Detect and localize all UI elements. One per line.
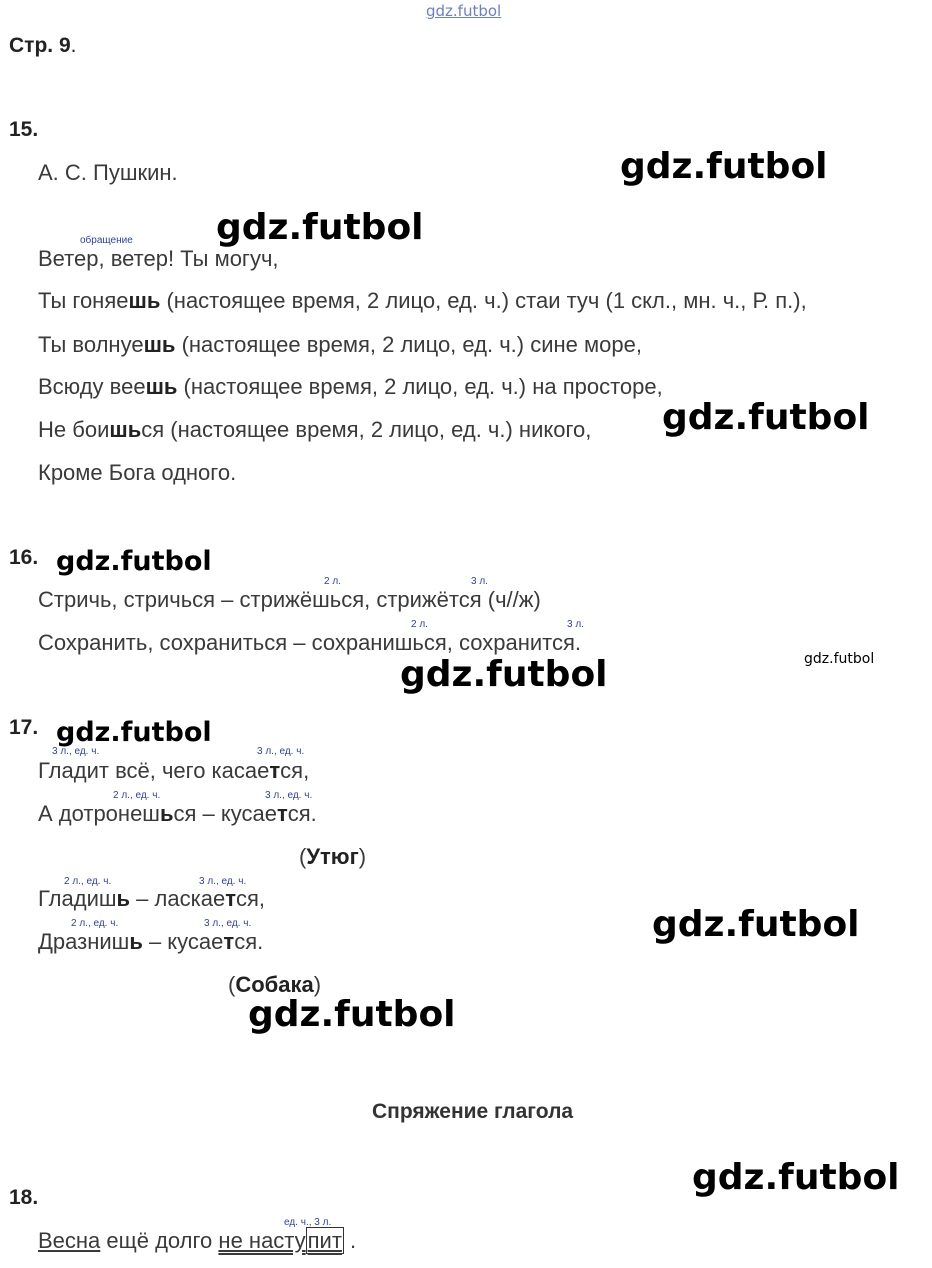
text: ) bbox=[313, 972, 322, 997]
watermark: gdz.futbol bbox=[56, 546, 212, 577]
annotation-grammar: 3 л., ед. ч. bbox=[52, 746, 100, 757]
text: ся – кусае bbox=[173, 801, 277, 826]
page-label-suffix: . bbox=[70, 34, 77, 57]
text: ся (настоящее время, 2 лицо, ед. ч.) никого, bbox=[141, 417, 592, 442]
watermark: gdz.futbol bbox=[662, 397, 870, 438]
riddle-answer-1 bbox=[299, 844, 366, 870]
task-15-author: А. С. Пушкин. bbox=[38, 160, 178, 185]
annotation-grammar: 3 л., ед. ч. bbox=[199, 876, 247, 887]
task-15-line-6: Кроме Бога одного. bbox=[38, 460, 237, 485]
predicate-ending-box: пит bbox=[307, 1228, 342, 1253]
text: – кусае bbox=[142, 929, 224, 954]
annotation-grammar: ед. ч., 3 л. bbox=[284, 1217, 332, 1228]
text: ся. bbox=[234, 929, 264, 954]
annotation-grammar: 2 л., ед. ч. bbox=[71, 918, 119, 929]
text: Гладиш bbox=[38, 886, 117, 911]
text: . bbox=[343, 1228, 357, 1253]
answer-word: Утюг bbox=[306, 844, 359, 869]
watermark: gdz.futbol bbox=[652, 904, 860, 945]
annotation-person: 2 л. bbox=[324, 576, 341, 587]
text: ) bbox=[358, 844, 367, 869]
text: (настоящее время, 2 лицо, ед. ч.) стаи туч (1 скл., мн. ч., Р. п.), bbox=[160, 288, 807, 313]
task-15-line-4 bbox=[38, 374, 663, 400]
text: ся. bbox=[287, 801, 317, 826]
task-17-line-3 bbox=[38, 886, 265, 912]
watermark-small: gdz.futbol bbox=[804, 651, 875, 667]
ending: шь bbox=[109, 417, 142, 442]
annotation-person: 3 л. bbox=[471, 576, 488, 587]
task-15-line-2 bbox=[38, 288, 807, 314]
ending: т bbox=[269, 758, 281, 783]
text: Гладит всё, чего касае bbox=[38, 758, 270, 783]
task-15-line-1: Ветер, ветер! Ты могуч, bbox=[38, 246, 279, 271]
annotation-grammar: 2 л., ед. ч. bbox=[113, 790, 161, 801]
ending: ь bbox=[129, 929, 143, 954]
annotation-grammar: 3 л., ед. ч. bbox=[265, 790, 313, 801]
task-17-line-4 bbox=[38, 929, 263, 955]
annotation-grammar: 2 л., ед. ч. bbox=[64, 876, 112, 887]
answer-word: Собака bbox=[235, 972, 314, 997]
text: (настоящее время, 2 лицо, ед. ч.) сине море, bbox=[175, 332, 642, 357]
text: Не бои bbox=[38, 417, 110, 442]
subject-word: Весна bbox=[38, 1228, 101, 1253]
task-16-number: 16. bbox=[9, 546, 39, 569]
ending: ь bbox=[116, 886, 131, 911]
task-18-number: 18. bbox=[9, 1186, 39, 1209]
section-title: Спряжение глагола bbox=[372, 1100, 574, 1123]
page-label-prefix: Стр. 9 bbox=[9, 34, 71, 57]
ending: шь bbox=[145, 374, 178, 399]
task-15-line-5 bbox=[38, 417, 591, 443]
task-17-line-1 bbox=[38, 758, 309, 784]
annotation-address: обращение bbox=[80, 235, 133, 246]
task-17-number: 17. bbox=[9, 716, 39, 739]
annotation-person: 3 л. bbox=[567, 619, 584, 630]
ending: ь bbox=[159, 801, 174, 826]
task-16-line-2: Сохранить, сохраниться – сохранишься, сохранится. bbox=[38, 630, 581, 655]
watermark: gdz.futbol bbox=[56, 717, 212, 748]
text: ещё долго bbox=[100, 1228, 219, 1253]
watermark: gdz.futbol bbox=[692, 1157, 900, 1198]
watermark: gdz.futbol bbox=[216, 207, 424, 248]
text: ( bbox=[299, 844, 307, 869]
watermark: gdz.futbol bbox=[248, 994, 456, 1035]
text: – ласкае bbox=[130, 886, 226, 911]
text: Ты волнуе bbox=[38, 332, 144, 357]
text: (настоящее время, 2 лицо, ед. ч.) на просторе, bbox=[177, 374, 663, 399]
text: А дотронеш bbox=[38, 801, 160, 826]
ending: шь bbox=[143, 332, 176, 357]
ending: т bbox=[225, 886, 236, 911]
predicate-word: не насту bbox=[218, 1228, 306, 1253]
ending: т bbox=[276, 801, 288, 826]
ending: шь bbox=[128, 288, 161, 313]
text: ся, bbox=[280, 758, 310, 783]
task-15-number: 15. bbox=[9, 118, 39, 141]
watermark: gdz.futbol bbox=[400, 654, 608, 695]
text: Ты гоняе bbox=[38, 288, 129, 313]
watermark: gdz.futbol bbox=[620, 146, 828, 187]
annotation-person: 2 л. bbox=[411, 619, 428, 630]
text: Дразниш bbox=[38, 929, 130, 954]
text: ( bbox=[228, 972, 236, 997]
text: ся, bbox=[235, 886, 265, 911]
watermark-top[interactable]: gdz.futbol bbox=[426, 2, 502, 20]
task-15-line-3 bbox=[38, 332, 642, 358]
task-18-sentence bbox=[38, 1228, 356, 1254]
page-label bbox=[9, 34, 76, 58]
text: Всюду вее bbox=[38, 374, 146, 399]
task-16-line-1: Стричь, стричься – стрижёшься, стрижётся (ч//ж) bbox=[38, 587, 541, 612]
annotation-grammar: 3 л., ед. ч. bbox=[204, 918, 252, 929]
task-17-line-2 bbox=[38, 801, 317, 827]
ending: т bbox=[223, 929, 235, 954]
annotation-grammar: 3 л., ед. ч. bbox=[257, 746, 305, 757]
